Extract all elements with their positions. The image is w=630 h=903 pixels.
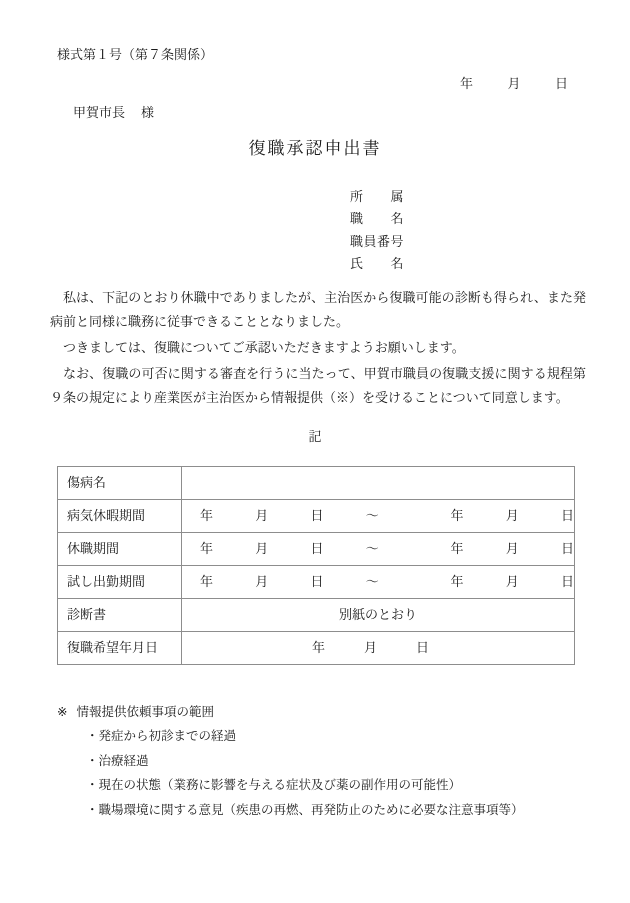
row-label-sick-leave-period: 病気休暇期間 bbox=[58, 500, 182, 533]
applicant-field-employee-number: 職員番号 bbox=[350, 233, 405, 249]
table-row bbox=[58, 533, 575, 566]
header-date-year: 年 bbox=[459, 76, 473, 91]
return-month: 月 bbox=[364, 639, 378, 655]
row-label-leave-of-absence-period: 休職期間 bbox=[58, 533, 182, 566]
body-paragraph-3: なお、復職の可否に関する審査を行うに当たって、甲賀市職員の復職支援に関する規程第９条の規定により産業医が主治医から情報提供（※）を受けることについて同意します。 bbox=[50, 366, 586, 406]
header-date-line bbox=[460, 74, 568, 95]
footnote-item-onset-to-first-visit: ・発症から初診までの経過 bbox=[86, 729, 237, 744]
trial-tilde: ～ bbox=[365, 573, 379, 589]
row-value-leave-of-absence-period[interactable] bbox=[182, 533, 575, 566]
form-number: 様式第１号（第７条関係） bbox=[57, 47, 214, 62]
trial-end-year: 年 bbox=[450, 573, 464, 589]
body-paragraph-2: つきましては、復職についてご承認いただきますようお願いします。 bbox=[63, 340, 465, 356]
applicant-field-name: 氏 名 bbox=[350, 256, 405, 272]
sick-leave-end-year: 年 bbox=[450, 507, 464, 523]
table-row bbox=[58, 599, 575, 632]
row-value-injury-name[interactable] bbox=[182, 467, 575, 500]
addressee-honorific: 様 bbox=[141, 105, 155, 120]
page-title: 復職承認申出書 bbox=[248, 139, 382, 158]
table-row bbox=[58, 500, 575, 533]
trial-end-day: 日 bbox=[561, 573, 575, 589]
footnote-item-current-condition: ・現在の状態（業務に影響を与える症状及び薬の副作用の可能性） bbox=[86, 778, 462, 793]
leave-start-year: 年 bbox=[200, 540, 214, 556]
sick-leave-end-month: 月 bbox=[505, 507, 519, 523]
footnote-block bbox=[57, 700, 524, 822]
application-details-table bbox=[57, 466, 575, 665]
trial-start-month: 月 bbox=[255, 573, 269, 589]
applicant-field-affiliation: 所 属 bbox=[350, 189, 405, 204]
date-range-leave-of-absence bbox=[182, 539, 574, 560]
row-value-sick-leave-period[interactable] bbox=[182, 500, 575, 533]
footnote-marker-icon: ※ bbox=[57, 705, 68, 719]
return-day: 日 bbox=[416, 639, 430, 655]
trial-start-year: 年 bbox=[200, 573, 214, 589]
sick-leave-tilde: ～ bbox=[365, 507, 379, 523]
trial-end-month: 月 bbox=[505, 573, 519, 589]
table-row bbox=[58, 566, 575, 599]
footnote-item-treatment-progress: ・治療経過 bbox=[86, 753, 149, 768]
sick-leave-start-month: 月 bbox=[255, 507, 269, 523]
body-paragraph-1: 私は、下記のとおり休職中でありましたが、主治医から復職可能の診断も得られ、また発病前と同様に職務に従事できることとなりました。 bbox=[50, 290, 586, 330]
footnote-title bbox=[57, 700, 524, 724]
applicant-field-block bbox=[350, 186, 404, 275]
date-range-trial-work bbox=[182, 572, 574, 593]
row-value-medical-certificate: 別紙のとおり bbox=[182, 599, 575, 632]
row-value-desired-return-date[interactable] bbox=[182, 632, 575, 665]
table-row bbox=[58, 632, 575, 665]
sick-leave-start-day: 日 bbox=[310, 507, 324, 523]
row-value-trial-work-period[interactable] bbox=[182, 566, 575, 599]
header-date-month: 月 bbox=[507, 76, 521, 91]
leave-end-day: 日 bbox=[561, 540, 575, 556]
leave-tilde: ～ bbox=[365, 540, 379, 556]
date-range-sick-leave bbox=[182, 506, 574, 527]
row-label-medical-certificate: 診断書 bbox=[58, 599, 182, 632]
leave-start-month: 月 bbox=[255, 540, 269, 556]
row-label-trial-work-period: 試し出勤期間 bbox=[58, 566, 182, 599]
body-text bbox=[50, 286, 586, 412]
leave-end-year: 年 bbox=[450, 540, 464, 556]
applicant-field-job-title: 職 名 bbox=[350, 211, 405, 227]
sick-leave-start-year: 年 bbox=[200, 507, 214, 523]
addressee-name: 甲賀市長 bbox=[73, 105, 126, 120]
header-date-day: 日 bbox=[554, 76, 568, 91]
footnote-item-workplace-opinion: ・職場環境に関する意見（疾患の再燃、再発防止のために必要な注意事項等） bbox=[86, 802, 524, 817]
return-year: 年 bbox=[312, 639, 326, 655]
row-label-desired-return-date: 復職希望年月日 bbox=[58, 632, 182, 665]
addressee-line bbox=[73, 103, 154, 124]
trial-start-day: 日 bbox=[310, 573, 324, 589]
row-label-injury-name: 傷病名 bbox=[58, 467, 182, 500]
leave-start-day: 日 bbox=[310, 540, 324, 556]
single-date-desired-return bbox=[182, 638, 574, 659]
footnote-title-text: 情報提供依頼事項の範囲 bbox=[76, 705, 214, 719]
leave-end-month: 月 bbox=[505, 540, 519, 556]
table-row bbox=[58, 467, 575, 500]
sick-leave-end-day: 日 bbox=[561, 507, 575, 523]
ki-marker: 記 bbox=[308, 429, 322, 444]
